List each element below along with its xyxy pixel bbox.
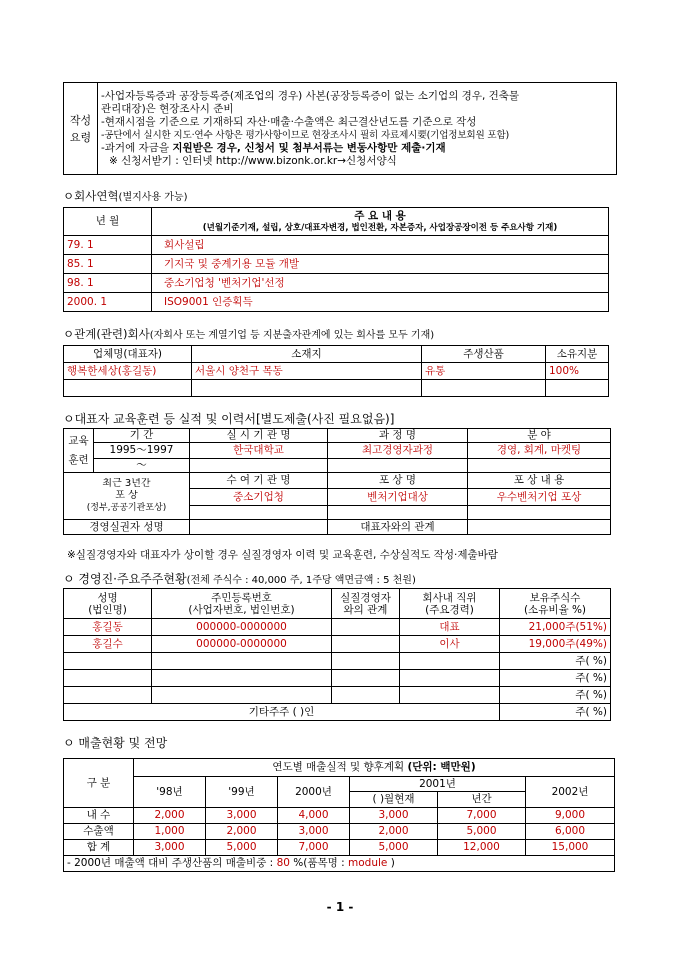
instructions-content [98, 83, 617, 175]
edu-h-org: 실 시 기 관 명 [190, 429, 328, 443]
sh-h-relation: 실질경영자 와의 관계 [332, 589, 400, 619]
award-label: 최근 3년간 포 상 (정부,공공기관포상) [64, 473, 190, 520]
history-row: 79. 1 회사설립 [64, 236, 609, 255]
sales-h-y2001: 2001년 [350, 777, 526, 792]
edu-title: ㅇ대표자 교육훈련 등 실적 및 이력서[별도제출(사진 필요없음)] [63, 412, 395, 426]
history-row: 85. 1 기지국 및 중계기용 모듈 개발 [64, 255, 609, 274]
sales-h-2001-now: ( )월현재 [350, 792, 438, 808]
edu-h-field: 분 야 [468, 429, 611, 443]
history-col-date: 년 월 [64, 208, 152, 236]
instruction-link-line: ※ 신청서받기 : 인터넷 http://www.bizonk.or.kr→신청서양식 [109, 154, 397, 167]
award-h-content: 포 상 내 용 [468, 473, 611, 489]
instruction-line: -과거에 자금을 지원받은 경우, 신청서 및 첨부서류는 변동사항만 제출·기재 [101, 141, 446, 154]
manager-label: 경영실권자 성명 [64, 520, 190, 535]
sh-row: 홍길동 000000-0000000 대표 21,000주(51%) [64, 619, 611, 636]
edu-table [63, 428, 611, 535]
sh-row-empty: 주( %) [64, 670, 611, 687]
edu-row: ～ [64, 459, 611, 473]
instructions-box [63, 82, 617, 175]
related-header: 소유지분 [546, 346, 609, 363]
page-number: - 1 - [326, 900, 354, 914]
sh-h-name: 성명 (법인명) [64, 589, 152, 619]
sales-h-div: 구 분 [64, 759, 134, 808]
related-header: 소재지 [192, 346, 422, 363]
edu-label: 교육 훈련 [64, 429, 94, 473]
sh-row-empty: 주( %) [64, 653, 611, 670]
manager-value [190, 520, 328, 535]
sales-h-y98: '98년 [134, 777, 206, 808]
sales-h-group: 연도별 매출실적 및 향후계획 (단위: 백만원) [134, 759, 615, 777]
related-header: 주생산품 [422, 346, 546, 363]
history-title: ㅇ회사연혁(별지사용 가능) [63, 189, 188, 203]
instruction-line: -공단에서 실시한 지도·연수 사항은 평가사항이므로 현장조사시 필히 자료제시要(기업정보회원 포함) [101, 129, 510, 141]
sales-row: 수출액 1,000 2,000 3,000 2,000 5,000 6,000 [64, 824, 615, 840]
related-header: 업체명(대표자) [64, 346, 192, 363]
sales-footer: - 2000년 매출액 대비 주생산품의 매출비중 : 80 %(품목명 : module ) [64, 856, 615, 872]
shareholders-title: ㅇ 경영진·주요주주현황(전체 주식수 : 40,000 주, 1주당 액면금액 : 5 천원) [63, 572, 416, 586]
instruction-line: 관리대장)은 현장조사시 준비 [101, 102, 234, 115]
edu-h-course: 과 정 명 [328, 429, 468, 443]
shareholders-table [63, 588, 611, 721]
sh-h-position: 회사내 직위 (주요경력) [400, 589, 500, 619]
history-table [63, 207, 609, 312]
related-title: ㅇ관계(관련)회사(자회사 또는 계열기업 등 지분출자관계에 있는 회사를 모두 기재) [63, 327, 435, 341]
sales-h-2001-full: 년간 [438, 792, 526, 808]
instruction-line: -현재시점을 기준으로 기재하되 자산·매출·수출액은 최근결산년도를 기준으로 작성 [101, 115, 477, 128]
award-h-org: 수 여 기 관 명 [190, 473, 328, 489]
sales-title: ㅇ 매출현황 및 전망 [63, 736, 168, 750]
sh-row: 홍길수 000000-0000000 이사 19,000주(49%) [64, 636, 611, 653]
sh-row-empty: 주( %) [64, 687, 611, 704]
sales-row: 합 계 3,000 5,000 7,000 5,000 12,000 15,000 [64, 840, 615, 856]
sales-row: 내 수 2,000 3,000 4,000 3,000 7,000 9,000 [64, 808, 615, 824]
edu-footnote: ※실질경영자와 대표자가 상이할 경우 실질경영자 이력 및 교육훈련, 수상실적도 작성·제출바람 [67, 549, 498, 561]
sales-h-y2002: 2002년 [526, 777, 615, 808]
sales-table [63, 758, 615, 872]
instruction-line: -사업자등록증과 공장등록증(제조업의 경우) 사본(공장등록증이 없는 소기업의 경우, 건축물 [101, 89, 520, 102]
award-h-name: 포 상 명 [328, 473, 468, 489]
history-row: 98. 1 중소기업청 '벤처기업'선정 [64, 274, 609, 293]
relation-label: 대표자와의 관계 [328, 520, 468, 535]
instructions-label: 작성 요령 [64, 83, 98, 175]
related-row-empty [64, 380, 609, 397]
history-col-content: 주 요 내 용 (년월기준기재, 설립, 상호/대표자변경, 법인전환, 자본증자, 사업장공장이전 등 주요사항 기재) [152, 208, 609, 236]
relation-value [468, 520, 611, 535]
history-row: 2000. 1 ISO9001 인증획득 [64, 293, 609, 312]
sh-other-label: 기타주주 ( )인 [64, 704, 500, 721]
edu-row: 1995～1997 한국대학교 최고경영자과정 경영, 회계, 마켓팅 [64, 443, 611, 459]
sales-h-y99: '99년 [206, 777, 278, 808]
sh-h-id: 주민등록번호 (사업자번호, 법인번호) [152, 589, 332, 619]
award-row: 중소기업청 벤처기업대상 우수벤처기업 포상 [64, 489, 611, 506]
related-table [63, 345, 609, 397]
sales-h-y2000: 2000년 [278, 777, 350, 808]
sh-row-other: 기타주주 ( )인 주( %) [64, 704, 611, 721]
edu-h-period: 기 간 [94, 429, 190, 443]
related-row: 행복한세상(홍길동) 서울시 양천구 목동 유통 100% [64, 363, 609, 380]
sh-h-ownership: 보유주식수 (소유비율 %) [500, 589, 611, 619]
